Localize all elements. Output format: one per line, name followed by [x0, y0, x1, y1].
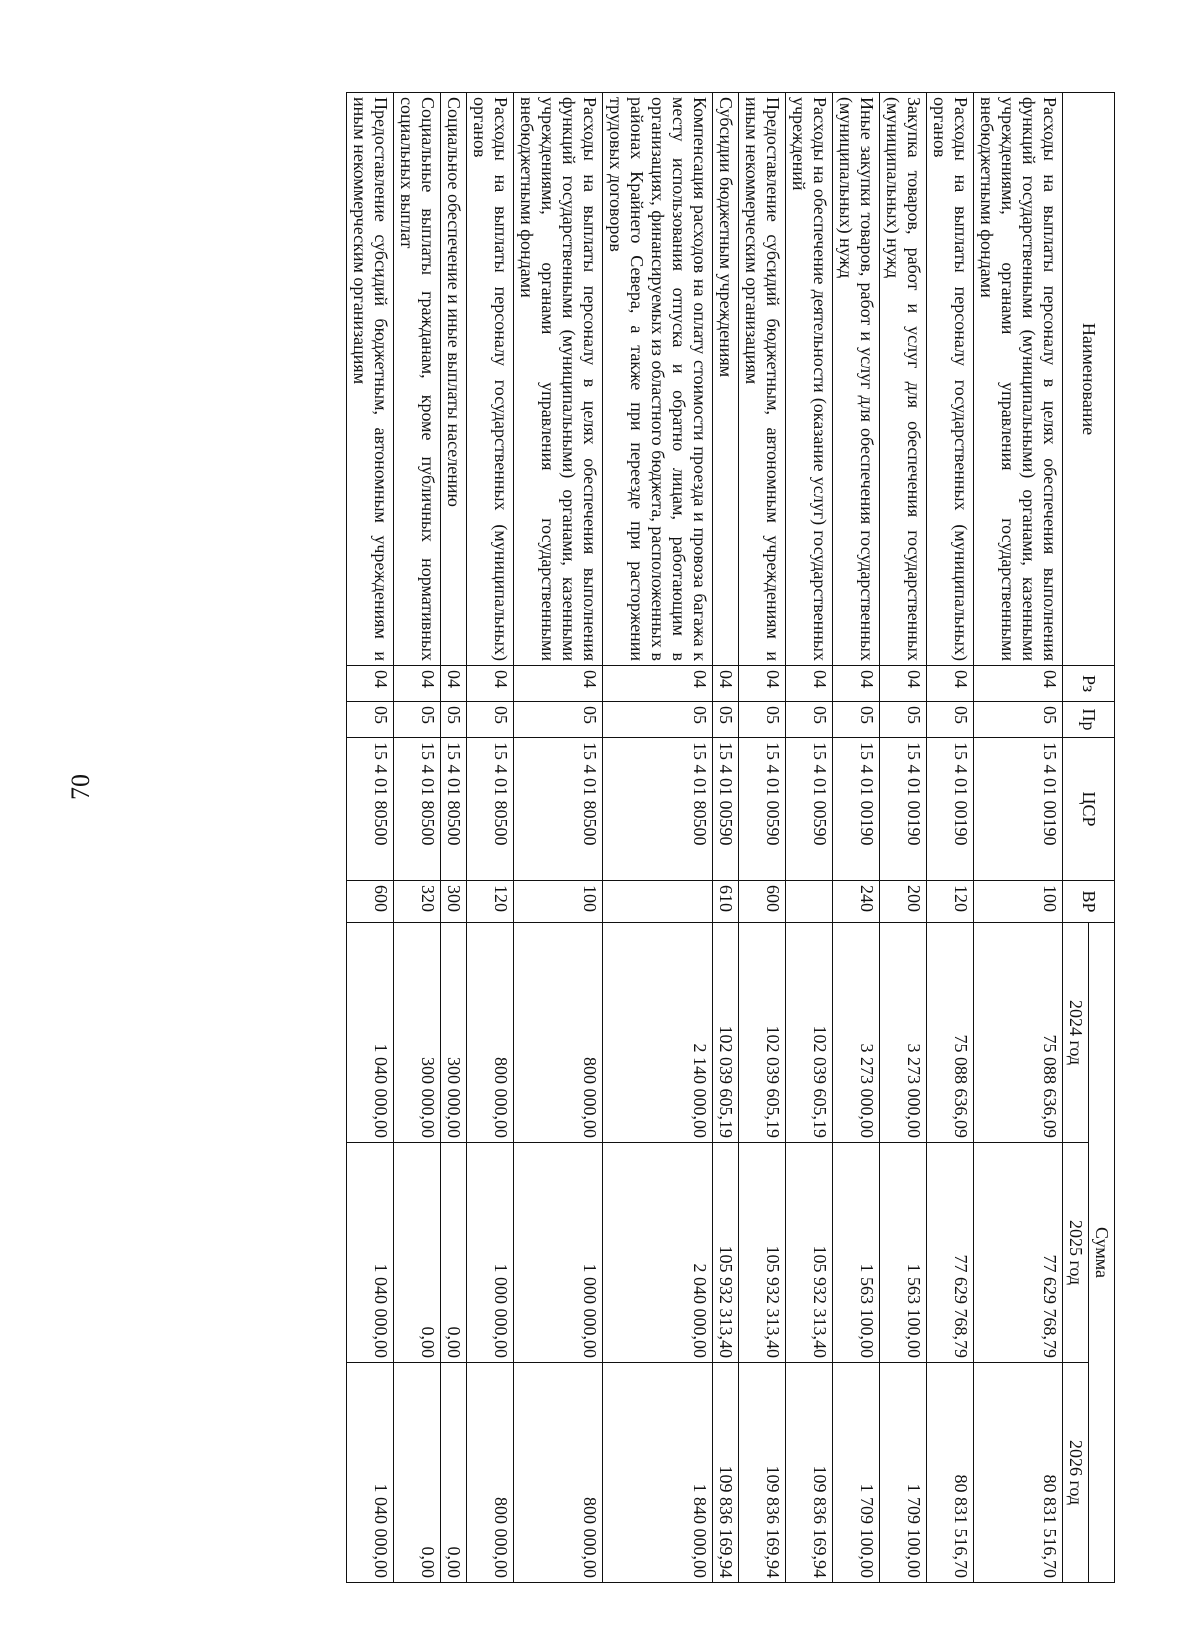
row-pr: 05: [514, 702, 603, 738]
row-csr: 15 4 01 80500: [347, 738, 394, 881]
row-vr: [786, 881, 833, 923]
table-row: [880, 93, 927, 1583]
row-rz: 04: [880, 666, 927, 702]
page-number: 70: [66, 774, 95, 800]
header-year-2025: 2025 год: [1063, 1143, 1089, 1363]
row-sum-2025: 1 040 000,00: [347, 1143, 394, 1363]
header-row: [1089, 93, 1115, 1583]
row-pr: 05: [347, 702, 394, 738]
row-name: Компенсация расходов на оплату стоимости проезда и провоза багажа к месту использования отпуска и обратно лицам, работающим в организациях, финансируемых из областного бюджета, расположенных в районах Крайнего Севера, а также при переезде при расторжении трудовых договоров: [603, 93, 713, 666]
row-csr: 15 4 01 80500: [394, 738, 441, 881]
row-rz: 04: [833, 666, 880, 702]
row-sum-2025: 1 563 100,00: [880, 1143, 927, 1363]
row-rz: 04: [927, 666, 974, 702]
row-sum-2024: 300 000,00: [441, 923, 467, 1143]
row-rz: 04: [467, 666, 514, 702]
row-pr: 05: [786, 702, 833, 738]
row-rz: 04: [514, 666, 603, 702]
row-name: Расходы на выплаты персоналу государственных (муниципальных) органов: [467, 93, 514, 666]
row-name: Социальные выплаты гражданам, кроме публичных нормативных социальных выплат: [394, 93, 441, 666]
row-sum-2024: 75 088 636,09: [927, 923, 974, 1143]
row-csr: 15 4 01 80500: [514, 738, 603, 881]
row-rz: 04: [441, 666, 467, 702]
row-sum-2026: 1 709 100,00: [833, 1363, 880, 1583]
row-csr: 15 4 01 80500: [467, 738, 514, 881]
row-sum-2026: 0,00: [441, 1363, 467, 1583]
header-sum: Сумма: [1089, 923, 1115, 1583]
row-name: Субсидии бюджетным учреждениям: [713, 93, 739, 666]
table-row: [927, 93, 974, 1583]
row-name: Предоставление субсидий бюджетным, автономным учреждениям и иным некоммерческим организациям: [347, 93, 394, 666]
header-csr: ЦСР: [1063, 738, 1115, 881]
row-vr: [603, 881, 713, 923]
row-sum-2024: 102 039 605,19: [739, 923, 786, 1143]
row-vr: 100: [974, 881, 1063, 923]
row-rz: 04: [713, 666, 739, 702]
row-sum-2026: 109 836 169,94: [739, 1363, 786, 1583]
row-sum-2026: 109 836 169,94: [786, 1363, 833, 1583]
row-csr: 15 4 01 00190: [880, 738, 927, 881]
row-sum-2025: 105 932 313,40: [713, 1143, 739, 1363]
row-sum-2025: 77 629 768,79: [927, 1143, 974, 1363]
row-csr: 15 4 01 00590: [786, 738, 833, 881]
row-rz: 04: [394, 666, 441, 702]
row-vr: 300: [441, 881, 467, 923]
header-rz: Рз: [1063, 666, 1115, 702]
row-vr: 200: [880, 881, 927, 923]
row-pr: 05: [713, 702, 739, 738]
row-sum-2026: 800 000,00: [514, 1363, 603, 1583]
table-row: [467, 93, 514, 1583]
row-pr: 05: [394, 702, 441, 738]
row-pr: 05: [927, 702, 974, 738]
table-row: [441, 93, 467, 1583]
table-body: [347, 93, 1063, 1583]
row-rz: 04: [603, 666, 713, 702]
budget-table-container: [175, 92, 1115, 1582]
table-row: [713, 93, 739, 1583]
row-csr: 15 4 01 00590: [739, 738, 786, 881]
row-csr: 15 4 01 00590: [713, 738, 739, 881]
table-row: [974, 93, 1063, 1583]
row-vr: 120: [467, 881, 514, 923]
row-sum-2026: 80 831 516,70: [974, 1363, 1063, 1583]
row-vr: 600: [739, 881, 786, 923]
table-row: [739, 93, 786, 1583]
row-sum-2025: 1 000 000,00: [467, 1143, 514, 1363]
header-vr: ВР: [1063, 881, 1115, 923]
row-sum-2024: 2 140 000,00: [603, 923, 713, 1143]
row-rz: 04: [347, 666, 394, 702]
row-pr: 05: [739, 702, 786, 738]
row-sum-2026: 800 000,00: [467, 1363, 514, 1583]
header-year-2024: 2024 год: [1063, 923, 1089, 1143]
header-year-2026: 2026 год: [1063, 1363, 1089, 1583]
row-pr: 05: [441, 702, 467, 738]
row-vr: 320: [394, 881, 441, 923]
row-pr: 05: [974, 702, 1063, 738]
row-pr: 05: [833, 702, 880, 738]
row-sum-2026: 0,00: [394, 1363, 441, 1583]
row-csr: 15 4 01 80500: [441, 738, 467, 881]
row-sum-2024: 3 273 000,00: [880, 923, 927, 1143]
table-row: [394, 93, 441, 1583]
table-row: [786, 93, 833, 1583]
row-sum-2025: 105 932 313,40: [786, 1143, 833, 1363]
row-pr: 05: [603, 702, 713, 738]
row-name: Расходы на выплаты персоналу государственных (муниципальных) органов: [927, 93, 974, 666]
row-sum-2025: 2 040 000,00: [603, 1143, 713, 1363]
row-vr: 600: [347, 881, 394, 923]
row-pr: 05: [467, 702, 514, 738]
row-name: Иные закупки товаров, работ и услуг для обеспечения государственных (муниципальных) нужд: [833, 93, 880, 666]
row-sum-2024: 300 000,00: [394, 923, 441, 1143]
row-name: Расходы на выплаты персоналу в целях обеспечения выполнения функций государственными (муниципальными) органами, казенными учреждениями, органами управления государственными внебюджетными фондами: [514, 93, 603, 666]
row-sum-2026: 1 709 100,00: [880, 1363, 927, 1583]
table-row: [347, 93, 394, 1583]
row-sum-2024: 102 039 605,19: [713, 923, 739, 1143]
row-sum-2024: 75 088 636,09: [974, 923, 1063, 1143]
row-sum-2025: 0,00: [441, 1143, 467, 1363]
row-sum-2026: 109 836 169,94: [713, 1363, 739, 1583]
row-sum-2025: 1 000 000,00: [514, 1143, 603, 1363]
row-sum-2024: 3 273 000,00: [833, 923, 880, 1143]
row-vr: 610: [713, 881, 739, 923]
row-csr: 15 4 01 00190: [974, 738, 1063, 881]
row-sum-2025: 1 563 100,00: [833, 1143, 880, 1363]
table-row: [603, 93, 713, 1583]
row-vr: 100: [514, 881, 603, 923]
row-vr: 240: [833, 881, 880, 923]
row-name: Предоставление субсидий бюджетным, автономным учреждениям и иным некоммерческим организациям: [739, 93, 786, 666]
row-name: Расходы на выплаты персоналу в целях обеспечения выполнения функций государственными (муниципальными) органами, казенными учреждениями, органами управления государственными внебюджетными фондами: [974, 93, 1063, 666]
row-name: Закупка товаров, работ и услуг для обеспечения государственных (муниципальных) нужд: [880, 93, 927, 666]
row-sum-2025: 0,00: [394, 1143, 441, 1363]
row-sum-2025: 105 932 313,40: [739, 1143, 786, 1363]
row-sum-2024: 800 000,00: [467, 923, 514, 1143]
header-name: Наименование: [1063, 93, 1115, 666]
table-row: [833, 93, 880, 1583]
row-sum-2026: 1 840 000,00: [603, 1363, 713, 1583]
row-rz: 04: [786, 666, 833, 702]
table-row: [514, 93, 603, 1583]
row-name: Расходы на обеспечение деятельности (оказание услуг) государственных учреждений: [786, 93, 833, 666]
header-pr: Пр: [1063, 702, 1115, 738]
row-csr: 15 4 01 00190: [927, 738, 974, 881]
row-rz: 04: [739, 666, 786, 702]
row-sum-2026: 80 831 516,70: [927, 1363, 974, 1583]
row-sum-2025: 77 629 768,79: [974, 1143, 1063, 1363]
row-pr: 05: [880, 702, 927, 738]
row-sum-2024: 800 000,00: [514, 923, 603, 1143]
row-sum-2024: 102 039 605,19: [786, 923, 833, 1143]
row-sum-2024: 1 040 000,00: [347, 923, 394, 1143]
row-sum-2026: 1 040 000,00: [347, 1363, 394, 1583]
row-vr: 120: [927, 881, 974, 923]
row-csr: 15 4 01 00190: [833, 738, 880, 881]
row-csr: 15 4 01 80500: [603, 738, 713, 881]
row-name: Социальное обеспечение и иные выплаты населению: [441, 93, 467, 666]
budget-table: [346, 92, 1115, 1583]
row-rz: 04: [974, 666, 1063, 702]
